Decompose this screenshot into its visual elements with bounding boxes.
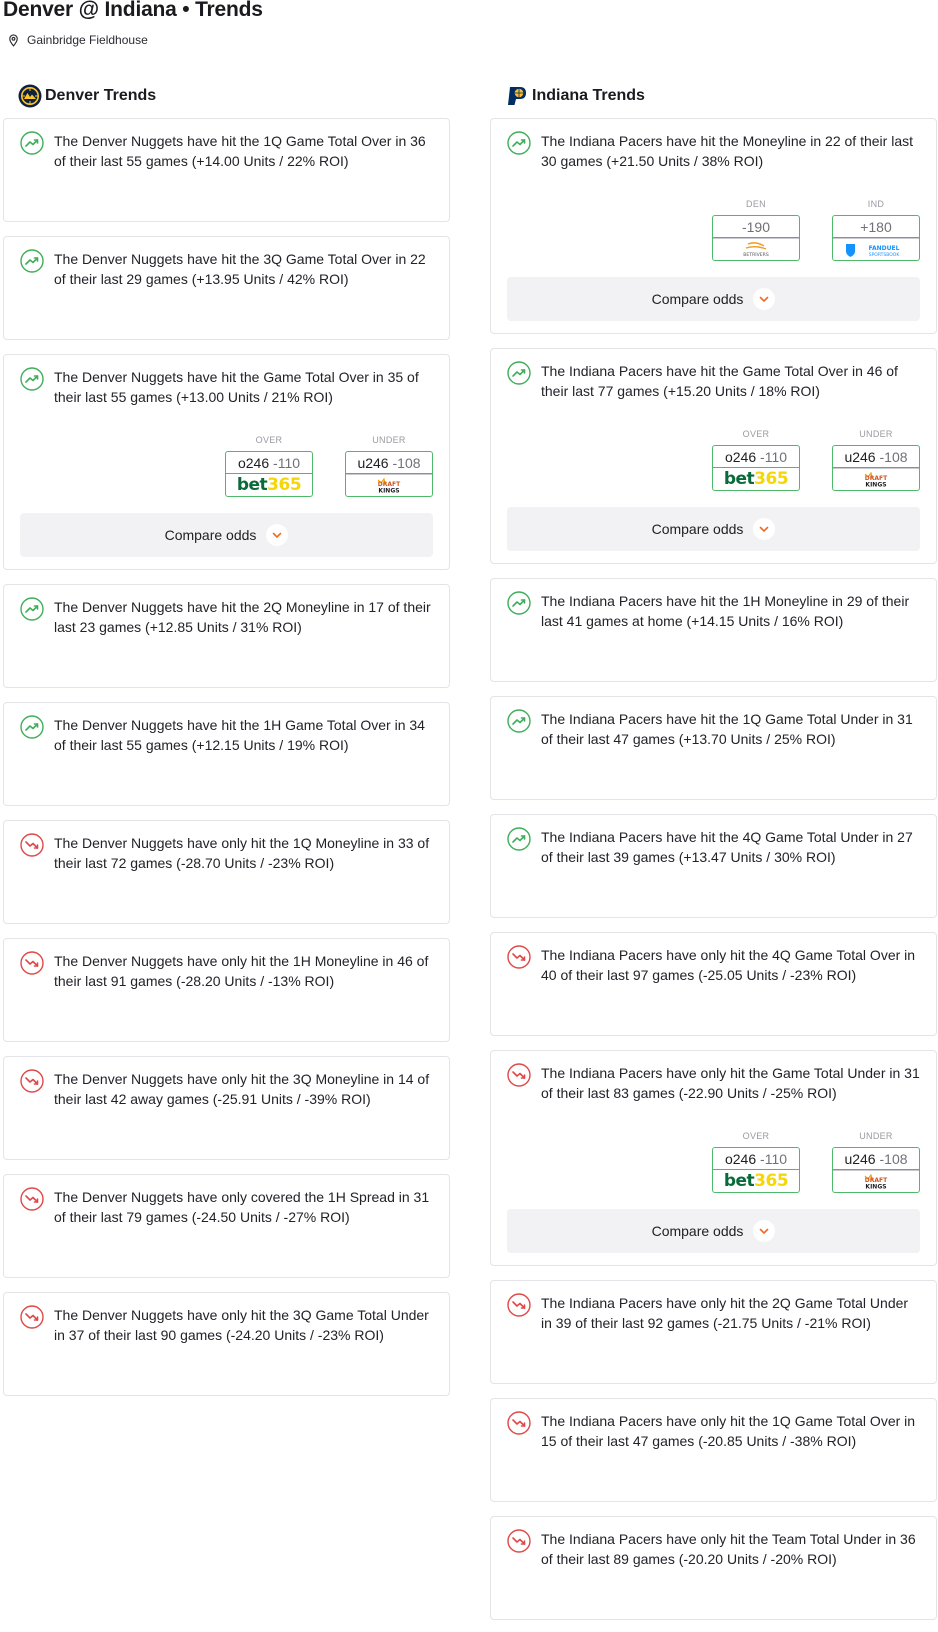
trend-card xyxy=(490,1398,937,1502)
trend-card xyxy=(490,118,937,334)
odds-option xyxy=(832,1131,920,1193)
fanduel-logo xyxy=(833,238,919,260)
trend-up-icon xyxy=(507,131,531,155)
trend-card xyxy=(3,702,450,806)
denver-trends-header xyxy=(18,82,450,110)
trend-card xyxy=(490,1516,937,1620)
odds-price: -110 xyxy=(760,449,788,465)
odds-button[interactable] xyxy=(832,215,920,261)
trend-text: The Denver Nuggets have hit the 2Q Moneyline in 17 of their last 23 games (+12.85 Units / 31% ROI) xyxy=(54,599,431,635)
odds-price: -110 xyxy=(273,455,301,471)
compare-odds-button[interactable] xyxy=(20,513,433,557)
trend-down-icon xyxy=(507,1411,531,1435)
trend-card xyxy=(490,578,937,682)
trend-card xyxy=(3,236,450,340)
trend-up-icon xyxy=(20,249,44,273)
svg-text:KINGS: KINGS xyxy=(865,1183,887,1190)
page-title: Denver @ Indiana • Trends xyxy=(3,0,263,21)
venue xyxy=(7,33,148,47)
odds-row xyxy=(507,429,920,491)
trend-down-icon xyxy=(20,833,44,857)
odds-price: -110 xyxy=(760,1151,788,1167)
trend-text: The Denver Nuggets have only hit the 3Q Moneyline in 14 of their last 42 away games (-25.91 Units / -39% ROI) xyxy=(54,1071,430,1107)
svg-text:DRAFT: DRAFT xyxy=(864,474,888,482)
chevron-down-icon xyxy=(753,1220,775,1242)
trend-card xyxy=(490,1050,937,1266)
draftkings-logo xyxy=(833,468,919,490)
trend-card xyxy=(3,118,450,222)
trend-text: The Denver Nuggets have only hit the 1Q Moneyline in 33 of their last 72 games (-28.70 Units / -23% ROI) xyxy=(54,835,430,871)
trend-text: The Denver Nuggets have hit the 3Q Game Total Over in 22 of their last 29 games (+13.95 Units / 42% ROI) xyxy=(54,251,426,287)
bet365-logo: bet 365 xyxy=(723,469,789,489)
odds-row xyxy=(20,435,433,497)
trend-down-icon xyxy=(20,1305,44,1329)
odds-row xyxy=(507,199,920,261)
trend-text: The Denver Nuggets have only covered the 1H Spread in 31 of their last 79 games (-24.50 Units / -27% ROI) xyxy=(54,1189,430,1225)
trend-text: The Denver Nuggets have only hit the 3Q Game Total Under in 37 of their last 90 games (-24.20 Units / -23% ROI) xyxy=(54,1307,429,1343)
chevron-down-icon xyxy=(753,288,775,310)
bet365-logo: bet 365 xyxy=(723,1171,789,1191)
odds-option xyxy=(832,429,920,491)
trend-card xyxy=(3,354,450,570)
trend-card xyxy=(490,696,937,800)
odds-option xyxy=(225,435,313,497)
trend-text: The Indiana Pacers have hit the Moneyline in 22 of their last 30 games (+21.50 Units / 38% ROI) xyxy=(541,133,913,169)
trend-up-icon xyxy=(507,827,531,851)
odds-price: -108 xyxy=(392,455,421,471)
trend-text: The Denver Nuggets have hit the 1H Game Total Over in 34 of their last 55 games (+12.15 Units / 19% ROI) xyxy=(54,717,425,753)
svg-text:BETRIVERS: BETRIVERS xyxy=(743,252,769,258)
odds-line: u246 xyxy=(844,1151,876,1167)
odds-side-label: OVER xyxy=(742,429,770,439)
bet365-logo: bet 365 xyxy=(236,475,302,495)
trend-text: The Indiana Pacers have hit the 1H Moneyline in 29 of their last 41 games at home (+14.15 Units / 16% ROI) xyxy=(541,593,910,629)
odds-button[interactable] xyxy=(712,445,800,491)
betrivers-logo xyxy=(713,238,799,260)
indiana-trends-header xyxy=(505,82,937,110)
trend-text: The Denver Nuggets have hit the 1Q Game Total Over in 36 of their last 55 games (+14.00 Units / 22% ROI) xyxy=(54,133,426,169)
odds-row xyxy=(507,1131,920,1193)
trend-card xyxy=(3,820,450,924)
odds-side-label: IND xyxy=(867,199,885,209)
odds-side-label: OVER xyxy=(742,1131,770,1141)
compare-odds-label: Compare odds xyxy=(651,291,744,307)
svg-text:FANDUEL: FANDUEL xyxy=(868,244,900,252)
trend-text: The Indiana Pacers have hit the 4Q Game Total Under in 27 of their last 39 games (+13.47 Units / 30% ROI) xyxy=(541,829,913,865)
odds-line: o246 xyxy=(237,455,270,471)
svg-text:KINGS: KINGS xyxy=(378,487,400,494)
indiana-trends-title: Indiana Trends xyxy=(532,87,645,104)
trend-text: The Denver Nuggets have only hit the 1H Moneyline in 46 of their last 91 games (-28.20 Units / -13% ROI) xyxy=(54,953,429,989)
odds-button[interactable] xyxy=(225,451,313,497)
odds-button[interactable] xyxy=(832,445,920,491)
trend-text: The Indiana Pacers have only hit the 2Q Game Total Under in 39 of their last 92 games (-21.75 Units / -21% ROI) xyxy=(541,1295,909,1331)
denver-trends-title: Denver Trends xyxy=(45,87,157,104)
odds-button[interactable] xyxy=(832,1147,920,1193)
odds-button[interactable] xyxy=(345,451,433,497)
compare-odds-label: Compare odds xyxy=(164,527,257,543)
chevron-down-icon xyxy=(753,518,775,540)
trend-up-icon xyxy=(20,131,44,155)
chevron-down-icon xyxy=(266,524,288,546)
trend-down-icon xyxy=(507,945,531,969)
trend-down-icon xyxy=(20,951,44,975)
odds-price: -108 xyxy=(879,1151,908,1167)
svg-text:SPORTSBOOK: SPORTSBOOK xyxy=(868,252,900,258)
odds-line: o246 xyxy=(724,1151,757,1167)
odds-price: -108 xyxy=(879,449,908,465)
odds-option xyxy=(712,199,800,261)
odds-side-label: UNDER xyxy=(372,435,406,445)
odds-option xyxy=(712,429,800,491)
compare-odds-label: Compare odds xyxy=(651,521,744,537)
trend-down-icon xyxy=(507,1063,531,1087)
pacers-logo-icon xyxy=(505,84,529,108)
draftkings-logo xyxy=(833,1170,919,1192)
svg-text:DRAFT: DRAFT xyxy=(377,480,401,488)
trend-card xyxy=(3,1292,450,1396)
compare-odds-label: Compare odds xyxy=(651,1223,744,1239)
nuggets-logo-icon xyxy=(18,84,42,108)
denver-trends-column xyxy=(3,82,450,1410)
odds-price: -190 xyxy=(741,219,771,235)
odds-price: +180 xyxy=(860,219,892,235)
odds-button[interactable] xyxy=(712,215,800,261)
odds-line: o246 xyxy=(724,449,757,465)
trend-text: The Indiana Pacers have hit the Game Total Over in 46 of their last 77 games (+15.20 Units / 18% ROI) xyxy=(541,363,898,399)
trend-card xyxy=(490,932,937,1036)
compare-odds-button[interactable] xyxy=(507,1209,920,1253)
trend-card xyxy=(3,1056,450,1160)
trend-card xyxy=(3,938,450,1042)
odds-side-label: OVER xyxy=(255,435,283,445)
trend-text: The Indiana Pacers have only hit the Team Total Under in 36 of their last 89 games (-20.20 Units / -20% ROI) xyxy=(541,1531,916,1567)
trend-up-icon xyxy=(20,715,44,739)
denver-trend-list xyxy=(3,118,450,1396)
trend-up-icon xyxy=(507,591,531,615)
trend-text: The Indiana Pacers have only hit the 4Q Game Total Over in 40 of their last 97 games (-25.05 Units / -23% ROI) xyxy=(541,947,916,983)
compare-odds-button[interactable] xyxy=(507,507,920,551)
trend-card xyxy=(490,348,937,564)
svg-text:DRAFT: DRAFT xyxy=(864,1176,888,1184)
trend-up-icon xyxy=(507,361,531,385)
trend-text: The Indiana Pacers have only hit the 1Q Game Total Over in 15 of their last 47 games (-20.85 Units / -38% ROI) xyxy=(541,1413,916,1449)
trend-down-icon xyxy=(507,1293,531,1317)
draftkings-logo xyxy=(346,474,432,496)
trend-up-icon xyxy=(20,367,44,391)
odds-line: u246 xyxy=(357,455,389,471)
odds-side-label: UNDER xyxy=(859,1131,893,1141)
svg-text:KINGS: KINGS xyxy=(865,481,887,488)
odds-line: u246 xyxy=(844,449,876,465)
location-pin-icon xyxy=(7,34,20,47)
indiana-trends-column xyxy=(490,82,937,1632)
odds-button[interactable] xyxy=(712,1147,800,1193)
compare-odds-button[interactable] xyxy=(507,277,920,321)
odds-option xyxy=(832,199,920,261)
trend-up-icon xyxy=(507,709,531,733)
trend-card xyxy=(490,1280,937,1384)
trend-text: The Indiana Pacers have only hit the Game Total Under in 31 of their last 83 games (-22.90 Units / -25% ROI) xyxy=(541,1065,920,1101)
trend-down-icon xyxy=(20,1187,44,1211)
trend-down-icon xyxy=(20,1069,44,1093)
odds-option xyxy=(712,1131,800,1193)
odds-side-label: UNDER xyxy=(859,429,893,439)
odds-option xyxy=(345,435,433,497)
trend-up-icon xyxy=(20,597,44,621)
indiana-trend-list xyxy=(490,118,937,1620)
venue-name: Gainbridge Fieldhouse xyxy=(27,33,148,47)
trend-card xyxy=(3,584,450,688)
trend-text: The Denver Nuggets have hit the Game Total Over in 35 of their last 55 games (+13.00 Units / 21% ROI) xyxy=(54,369,419,405)
trend-card xyxy=(490,814,937,918)
trend-card xyxy=(3,1174,450,1278)
odds-side-label: DEN xyxy=(746,199,766,209)
trend-down-icon xyxy=(507,1529,531,1553)
trend-text: The Indiana Pacers have hit the 1Q Game Total Under in 31 of their last 47 games (+13.70 Units / 25% ROI) xyxy=(541,711,913,747)
